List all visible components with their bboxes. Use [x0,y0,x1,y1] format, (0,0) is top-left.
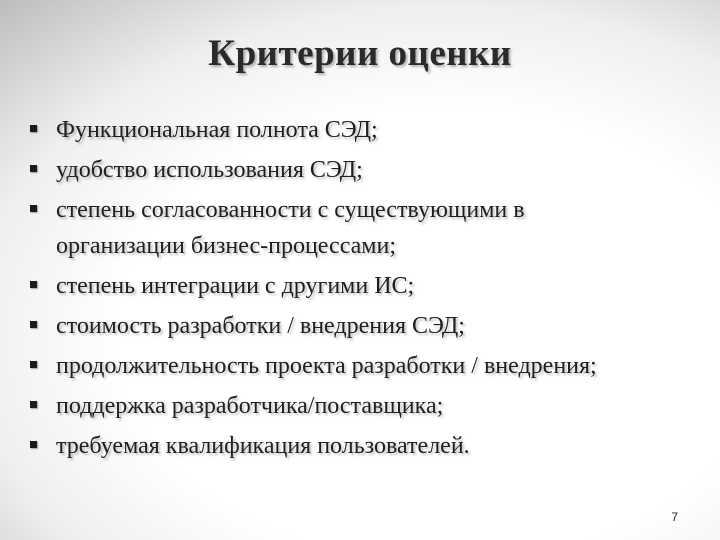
square-bullet-icon [30,281,37,288]
list-item [30,388,710,428]
bullet-list [30,112,710,468]
list-item-text: продолжительность проекта разработки / внедрения; [56,353,597,379]
list-item [30,268,710,308]
list-item-text: поддержка разработчика/поставщика; [56,393,444,419]
square-bullet-icon [30,441,37,448]
list-item-text: степень интеграции с другими ИС; [56,273,415,299]
list-item-text: Функциональная полнота СЭД; [56,117,378,143]
list-item [30,308,710,348]
square-bullet-icon [30,165,37,172]
slide-title: Критерии оценки [208,33,512,74]
square-bullet-icon [30,321,37,328]
list-item [30,112,710,152]
list-item-text: требуемая квалификация пользователей. [56,433,470,459]
list-item [30,192,710,268]
square-bullet-icon [30,361,37,368]
list-item [30,152,710,192]
page-number: 7 [671,510,678,524]
square-bullet-icon [30,205,37,212]
list-item-text: удобство использования СЭД; [56,157,363,183]
list-item [30,428,710,468]
list-item-text: стоимость разработки / внедрения СЭД; [56,313,465,339]
list-item-text: степень согласованности с существующими в организации бизнес-процессами; [56,197,525,259]
list-item [30,348,710,388]
square-bullet-icon [30,125,37,132]
square-bullet-icon [30,401,37,408]
